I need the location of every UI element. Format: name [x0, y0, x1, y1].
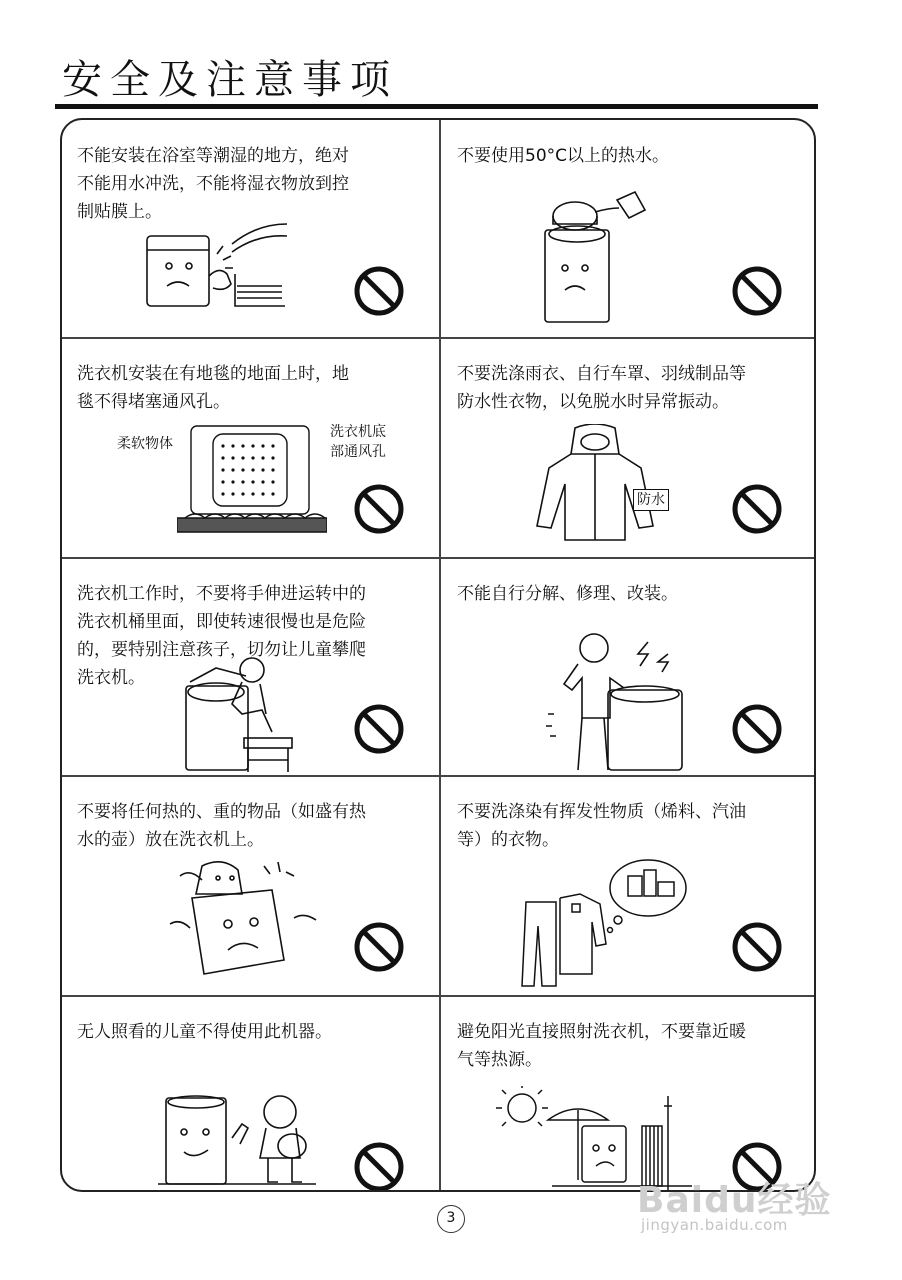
- washer-base-on-carpet-illustration: [177, 420, 327, 538]
- note-cell: [62, 120, 439, 339]
- prohibition-icon: [353, 1141, 405, 1192]
- washer-water-spray-illustration: [137, 214, 287, 314]
- note-text: 无人照看的儿童不得使用此机器。: [77, 1022, 332, 1042]
- safety-notes-panel: [60, 118, 816, 1192]
- prohibition-icon: [731, 921, 783, 973]
- man-repairing-washer-illustration: [544, 624, 694, 774]
- note-cell: [62, 558, 439, 777]
- note-text: 洗衣机安装在有地毯的地面上时，地 毯不得堵塞通风孔。: [77, 364, 349, 412]
- prohibition-icon: [353, 483, 405, 535]
- prohibition-icon: [353, 921, 405, 973]
- watermark: [629, 1168, 844, 1238]
- page-title: 安全及注意事项: [62, 57, 398, 103]
- note-text: 不要洗涤雨衣、自行车罩、羽绒制品等 防水性衣物，以免脱水时异常振动。: [457, 364, 746, 412]
- waterproof-jacket-illustration: [535, 424, 655, 544]
- note-text: 不要将任何热的、重的物品（如盛有热 水的壶）放在洗衣机上。: [77, 802, 366, 850]
- note-cell: [440, 776, 816, 995]
- child-near-washer-illustration: [158, 1088, 318, 1188]
- prohibition-icon: [731, 703, 783, 755]
- note-text: 不要洗涤染有挥发性物质（烯料、汽油 等）的衣物。: [457, 802, 746, 850]
- note-cell: [440, 996, 816, 1192]
- hot-water-pouring-illustration: [535, 186, 655, 326]
- note-text: 不能安装在浴室等潮湿的地方，绝对 不能用水冲洗，不能将湿衣物放到控 制贴膜上。: [77, 146, 349, 222]
- waterproof-tag: 防水: [633, 489, 669, 511]
- note-cell: [440, 558, 816, 777]
- prohibition-icon: [731, 483, 783, 535]
- child-climbing-washer-illustration: [182, 652, 307, 772]
- note-cell: [440, 120, 816, 339]
- title-underline: [55, 104, 818, 109]
- watermark-url: jingyan.baidu.com: [641, 1216, 788, 1234]
- watermark-brand: Baidu经验: [637, 1180, 832, 1221]
- note-text: 洗衣机工作时，不要将手伸进运转中的 洗衣机桶里面，即使转速很慢也是危险 的，要特别注意孩子，切勿让儿童攀爬 洗衣机。: [77, 584, 366, 688]
- note-cell: [62, 338, 439, 557]
- prohibition-icon: [731, 265, 783, 317]
- clothes-volatile-substances-illustration: [520, 858, 690, 988]
- vent-hole-label: 洗衣机底 部通风孔: [330, 424, 386, 460]
- kettle-on-washer-illustration: [162, 858, 322, 986]
- note-text: 不能自行分解、修理、改装。: [457, 584, 678, 604]
- note-cell: [62, 776, 439, 995]
- prohibition-icon: [353, 703, 405, 755]
- prohibition-icon: [353, 265, 405, 317]
- note-text: 避免阳光直接照射洗衣机，不要靠近暖 气等热源。: [457, 1022, 746, 1070]
- note-text: 不要使用50°C以上的热水。: [457, 146, 670, 166]
- soft-object-label: 柔软物体: [117, 436, 173, 452]
- note-cell: [62, 996, 439, 1192]
- page-number: 3: [437, 1205, 465, 1233]
- note-cell: [440, 338, 816, 557]
